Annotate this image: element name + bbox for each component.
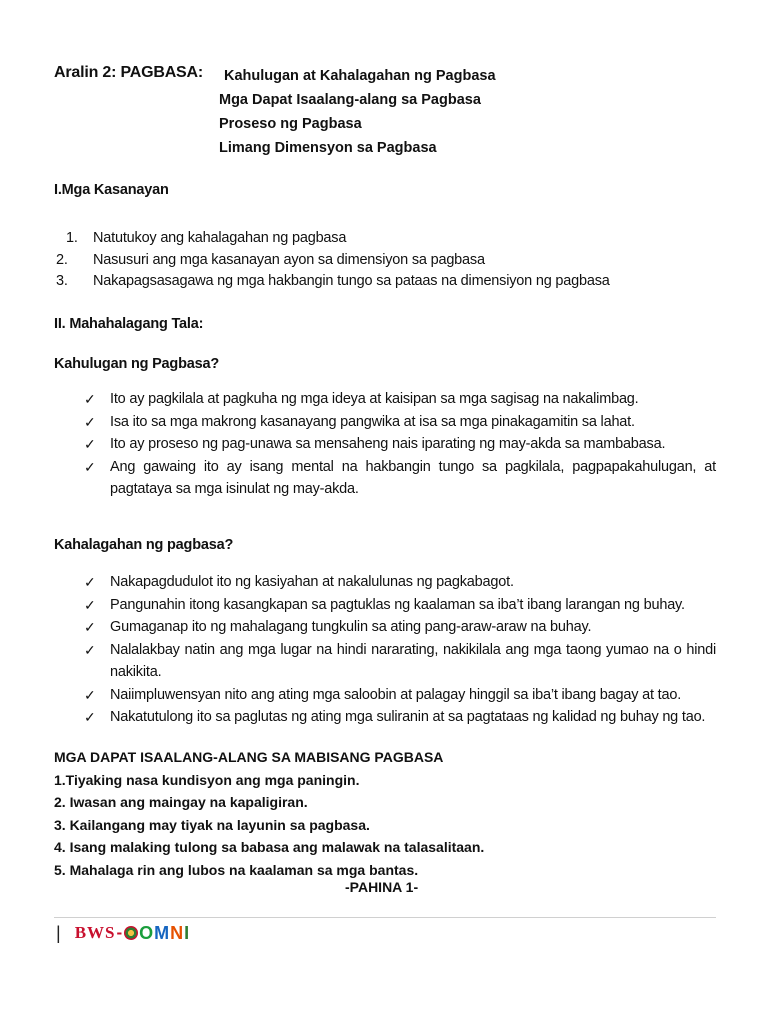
checkmark-icon: ✓ — [84, 574, 96, 590]
checkmark-icon: ✓ — [84, 686, 96, 703]
list-item — [84, 706, 716, 729]
list-item — [84, 456, 716, 501]
logo-letter: N — [170, 922, 185, 943]
list-item — [56, 228, 610, 250]
item-text: Gumaganap ito ng mahalagang tungkulin sa ating pang-araw-araw na buhay. — [110, 619, 592, 635]
lesson-topic: Limang Dimensyon sa Pagbasa — [219, 140, 437, 156]
list-item — [84, 411, 716, 434]
checkmark-icon: ✓ — [84, 436, 96, 452]
lesson-topic: Proseso ng Pagbasa — [219, 116, 362, 132]
list-item — [84, 571, 716, 594]
dapat-item: 1.Tiyaking nasa kundisyon ang mga paningin. — [54, 771, 360, 788]
item-text: Nalalakbay natin ang mga lugar na hindi nararating, nakikilala ang mga taong yumao na o hindi nakikita. — [110, 641, 716, 680]
section-heading-kasanayan: I.Mga Kasanayan — [54, 182, 169, 198]
kahulugan-list — [84, 388, 716, 501]
dapat-item: 5. Mahalaga rin ang lubos na kaalaman sa mga bantas. — [54, 861, 419, 878]
kasanayan-list — [56, 228, 610, 293]
subheading-kahalagahan: Kahalagahan ng pagbasa? — [54, 537, 234, 553]
checkmark-icon: ✓ — [84, 709, 96, 725]
item-number: 2. — [56, 251, 68, 268]
section-heading-tala: II. Mahahalagang Tala: — [54, 316, 204, 332]
footer-bar: | — [56, 922, 61, 943]
item-text: Ito ay proseso ng pag-unawa sa mensaheng nais iparating ng may-akda sa mambabasa. — [110, 436, 666, 452]
item-text: Nakapagdudulot ito ng kasiyahan at nakalulunas ng pagkabagot. — [110, 574, 514, 590]
checkmark-icon: ✓ — [84, 641, 96, 658]
item-text: Naiimpluwensyan nito ang ating mga saloobin at palagay hinggil sa iba’t ibang bagay at tao. — [110, 686, 682, 703]
list-item — [84, 639, 716, 684]
item-text: Ito ay pagkilala at pagkuha ng mga ideya at kaisipan sa mga sagisag na nakalimbag. — [110, 391, 639, 407]
page-number: -PAHINA 1- — [345, 879, 419, 895]
item-text: Nasusuri ang mga kasanayan ayon sa dimensiyon sa pagbasa — [93, 251, 485, 268]
checkmark-icon: ✓ — [84, 458, 96, 475]
lesson-label: Aralin 2: PAGBASA: — [54, 64, 204, 81]
seal-icon — [124, 926, 138, 940]
checkmark-icon: ✓ — [84, 619, 96, 635]
logo-letter: O — [139, 922, 155, 943]
lesson-topic: Mga Dapat Isaalang-alang sa Pagbasa — [219, 92, 481, 108]
list-item — [84, 684, 716, 707]
kahalagahan-list — [84, 571, 716, 729]
item-text: Isa ito sa mga makrong kasanayang pangwika at isa sa mga pinakagamitin sa lahat. — [110, 413, 635, 430]
list-item — [56, 250, 610, 272]
logo-letter: I — [184, 922, 191, 943]
list-item — [84, 616, 716, 639]
subheading-kahulugan: Kahulugan ng Pagbasa? — [54, 356, 219, 372]
dapat-section — [54, 746, 484, 881]
list-item — [84, 388, 716, 411]
item-text: Nakatutulong ito sa paglutas ng ating mga suliranin at sa pagtataas ng kalidad ng buhay ng tao. — [110, 709, 706, 725]
logo-letter: M — [154, 922, 171, 943]
item-text: Nakapagsasagawa ng mga hakbangin tungo sa pataas na dimensiyon ng pagbasa — [93, 273, 610, 289]
dapat-item: 2. Iwasan ang maingay na kapaligiran. — [54, 794, 308, 810]
item-number: 3. — [56, 273, 68, 289]
checkmark-icon: ✓ — [84, 391, 96, 407]
item-text: Pangunahin itong kasangkapan sa pagtuklas ng kaalaman sa iba’t ibang larangan ng buhay. — [110, 596, 685, 613]
item-number: 1. — [66, 230, 78, 246]
dapat-item: 3. Kailangang may tiyak na layunin sa pagbasa. — [54, 816, 370, 833]
checkmark-icon: ✓ — [84, 596, 96, 613]
item-text: Natutukoy ang kahalagahan ng pagbasa — [93, 230, 347, 246]
logo-dash: - — [116, 923, 123, 942]
footer-divider — [54, 917, 716, 918]
list-item — [84, 594, 716, 617]
checkmark-icon: ✓ — [84, 413, 96, 430]
dapat-heading: MGA DAPAT ISAALANG-ALANG SA MABISANG PAGBASA — [54, 749, 444, 765]
list-item — [84, 433, 716, 456]
lesson-topics — [219, 64, 496, 160]
list-item — [56, 271, 610, 293]
item-text: Ang gawaing ito ay isang mental na hakbangin tungo sa pagkilala, pagpapakahulugan, at pagtataya sa mga isinulat ng may-akda. — [110, 458, 716, 497]
logo-bws: BWS — [74, 923, 116, 942]
lesson-topic: Kahulugan at Kahalagahan ng Pagbasa — [224, 68, 496, 84]
dapat-item: 4. Isang malaking tulong sa babasa ang malawak na talasalitaan. — [54, 839, 485, 855]
footer-logo — [56, 921, 190, 945]
